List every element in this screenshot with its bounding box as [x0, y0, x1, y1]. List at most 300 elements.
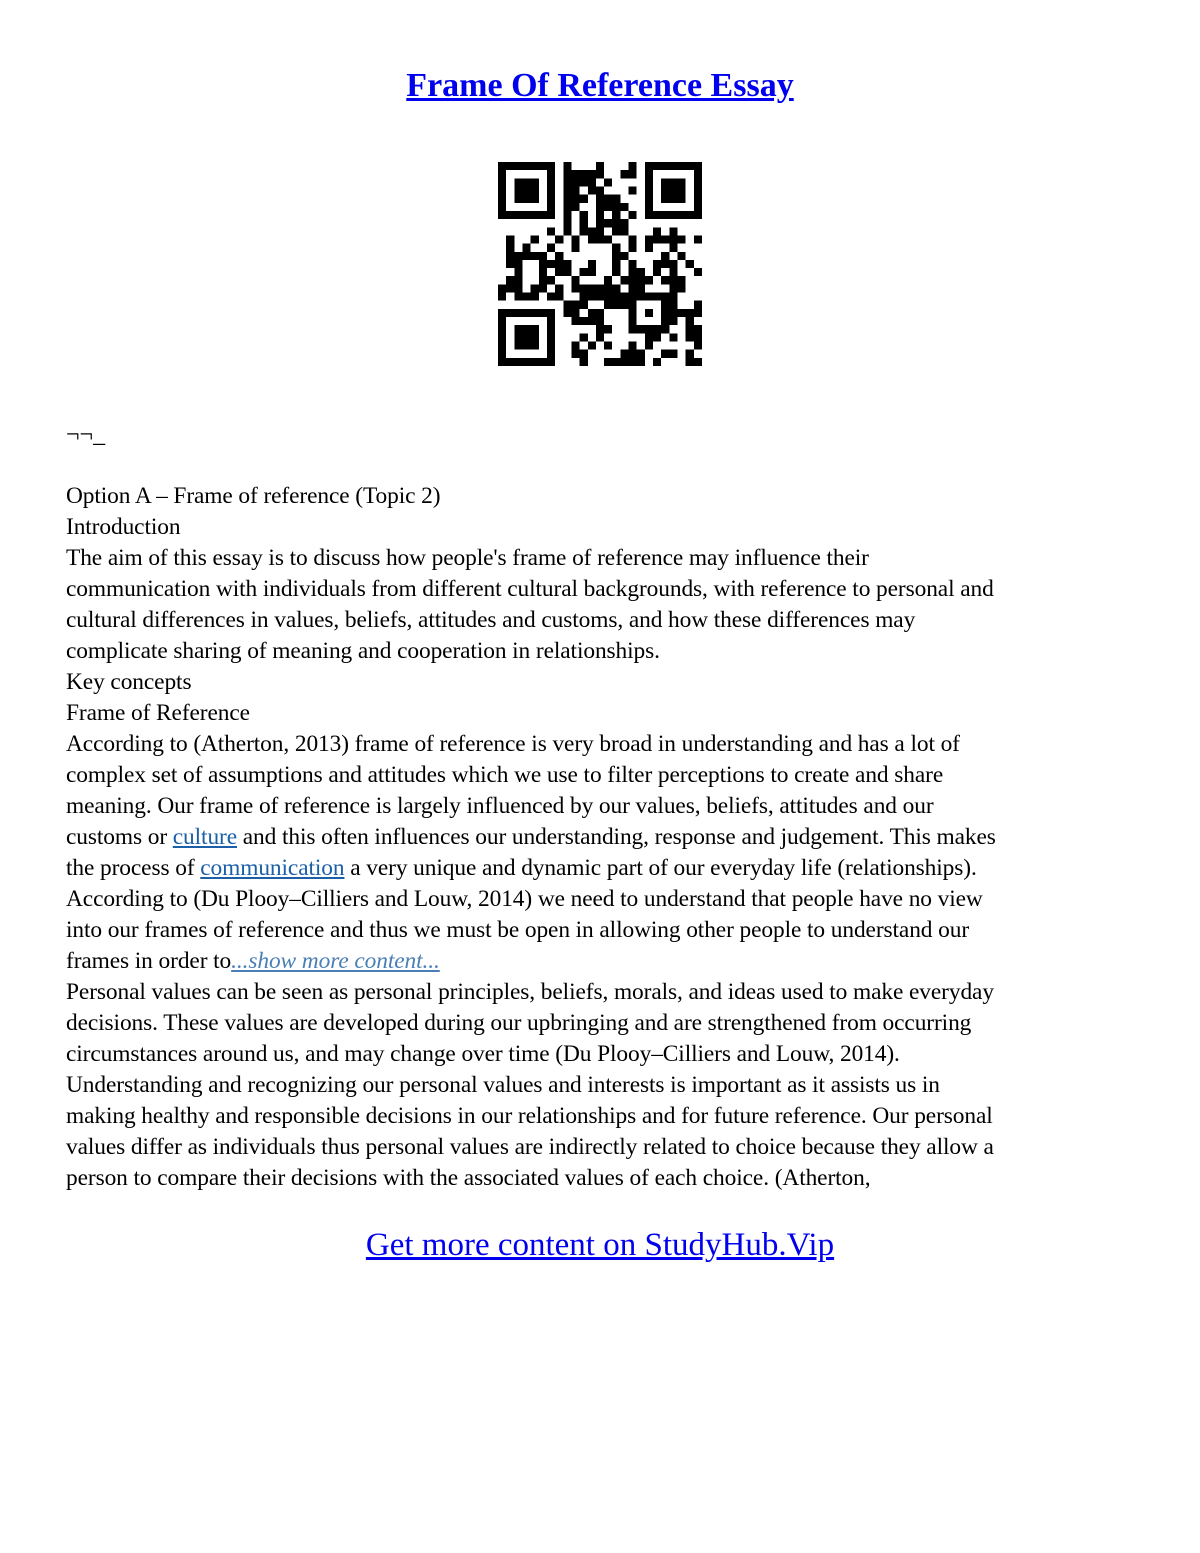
qr-module [604, 178, 612, 186]
body-line: meaning. Our frame of reference is largely influenced by our values, beliefs, attitudes and our [66, 793, 934, 819]
qr-module [547, 211, 555, 219]
qr-module [506, 284, 514, 292]
qr-module [547, 276, 555, 284]
qr-module [669, 178, 677, 186]
qr-module [686, 317, 694, 325]
qr-module [694, 358, 702, 366]
qr-module [596, 293, 604, 301]
qr-module [498, 309, 506, 317]
qr-module [522, 244, 530, 252]
qr-module [498, 293, 506, 301]
qr-module [531, 309, 539, 317]
qr-module [637, 350, 645, 358]
qr-module [531, 211, 539, 219]
qr-module [531, 284, 539, 292]
qr-module [629, 211, 637, 219]
qr-module [653, 260, 661, 268]
qr-module [645, 162, 653, 170]
qr-module [604, 293, 612, 301]
qr-module [514, 260, 522, 268]
qr-module [571, 178, 579, 186]
qr-module [653, 227, 661, 235]
qr-module [653, 325, 661, 333]
qr-module [645, 244, 653, 252]
qr-module [555, 284, 563, 292]
qr-module [539, 260, 547, 268]
qr-module [571, 235, 579, 243]
qr-module [547, 309, 555, 317]
qr-module [661, 186, 669, 194]
title-link[interactable]: Frame Of Reference Essay [406, 67, 794, 104]
qr-code-icon [498, 162, 702, 366]
qr-module [612, 252, 620, 260]
qr-module [686, 162, 694, 170]
qr-module [588, 284, 596, 292]
communication-link[interactable]: communication [200, 855, 345, 881]
qr-module [669, 293, 677, 301]
qr-module [596, 309, 604, 317]
qr-module [571, 342, 579, 350]
qr-module [686, 260, 694, 268]
qr-module [498, 325, 506, 333]
qr-module [531, 342, 539, 350]
qr-module [661, 317, 669, 325]
qr-module [620, 203, 628, 211]
qr-module [498, 284, 506, 292]
qr-module [522, 195, 530, 203]
qr-module [596, 162, 604, 170]
qr-module [555, 235, 563, 243]
qr-module [571, 301, 579, 309]
qr-module [539, 284, 547, 292]
qr-module [645, 309, 653, 317]
qr-module [637, 358, 645, 366]
qr-module [694, 301, 702, 309]
qr-module [547, 325, 555, 333]
qr-module [645, 293, 653, 301]
body-line: According to (Atherton, 2013) frame of reference is very broad in understanding and has a lot of [66, 731, 960, 757]
qr-module [514, 268, 522, 276]
qr-module [514, 252, 522, 260]
body-line: values differ as individuals thus personal values are indirectly related to choice because they allow a [66, 1134, 994, 1160]
qr-module [539, 162, 547, 170]
document-title [0, 62, 1200, 110]
body-text-segment: a very unique and dynamic part of our everyday life (relationships). [344, 855, 977, 881]
qr-module [596, 333, 604, 341]
qr-module [506, 309, 514, 317]
qr-module [686, 325, 694, 333]
body-line: The aim of this essay is to discuss how people's frame of reference may influence their [66, 545, 869, 571]
qr-module [629, 293, 637, 301]
culture-link[interactable]: culture [172, 824, 238, 850]
qr-module [629, 325, 637, 333]
body-line: complex set of assumptions and attitudes which we use to filter perceptions to create and share [66, 762, 944, 788]
qr-module [588, 170, 596, 178]
body-line: cultural differences in values, beliefs, attitudes and customs, and how these differences may [66, 607, 916, 633]
qr-module [694, 178, 702, 186]
qr-module [588, 186, 596, 194]
qr-module [563, 203, 571, 211]
body-line: Understanding and recognizing our personal values and interests is important as it assists us in [66, 1072, 940, 1098]
qr-module [669, 350, 677, 358]
qr-module [612, 203, 620, 211]
qr-module [661, 195, 669, 203]
qr-module [694, 203, 702, 211]
qr-module [522, 342, 530, 350]
qr-module [580, 293, 588, 301]
qr-module [498, 358, 506, 366]
qr-module [629, 301, 637, 309]
qr-module [596, 325, 604, 333]
qr-module [547, 293, 555, 301]
qr-module [514, 162, 522, 170]
qr-module [604, 235, 612, 243]
qr-module [669, 260, 677, 268]
qr-module [653, 162, 661, 170]
qr-module [580, 284, 588, 292]
heading-frame-of-reference: Frame of Reference [66, 700, 250, 726]
qr-module [580, 227, 588, 235]
qr-module [645, 333, 653, 341]
qr-module [629, 276, 637, 284]
qr-module [686, 333, 694, 341]
qr-module [571, 195, 579, 203]
qr-module [514, 325, 522, 333]
qr-module [514, 333, 522, 341]
body-line: communication with individuals from different cultural backgrounds, with reference to personal and [66, 576, 994, 602]
qr-module [514, 195, 522, 203]
body-text-segment: frames in order to [66, 948, 232, 974]
qr-module [694, 186, 702, 194]
qr-module [637, 293, 645, 301]
body-line: person to compare their decisions with the associated values of each choice. (Atherton, [66, 1165, 871, 1191]
qr-module [678, 276, 686, 284]
qr-module [694, 309, 702, 317]
qr-module [686, 211, 694, 219]
qr-module [571, 244, 579, 252]
qr-module [645, 325, 653, 333]
qr-module [694, 342, 702, 350]
qr-module [604, 195, 612, 203]
qr-module [678, 178, 686, 186]
qr-module [669, 186, 677, 194]
qr-module [571, 186, 579, 194]
qr-module [514, 358, 522, 366]
qr-module [580, 268, 588, 276]
qr-module [514, 186, 522, 194]
qr-module [629, 244, 637, 252]
qr-module [563, 162, 571, 170]
qr-module [514, 309, 522, 317]
qr-module [498, 162, 506, 170]
qr-module [547, 186, 555, 194]
qr-module [498, 317, 506, 325]
qr-module [588, 309, 596, 317]
qr-module [563, 195, 571, 203]
qr-module [678, 284, 686, 292]
qr-module [498, 186, 506, 194]
qr-module [686, 309, 694, 317]
qr-module [604, 219, 612, 227]
qr-module [506, 235, 514, 243]
body-line: into our frames of reference and thus we must be open in allowing other people to understand our [66, 917, 970, 943]
qr-module [571, 317, 579, 325]
qr-module [645, 195, 653, 203]
essay-body [66, 481, 1146, 1194]
body-line: complicate sharing of meaning and cooperation in relationships. [66, 638, 660, 664]
qr-module [580, 350, 588, 358]
qr-module [694, 211, 702, 219]
qr-module [531, 178, 539, 186]
body-text-segment: and this often influences our understanding, response and judgement. This makes [237, 824, 996, 850]
qr-module [678, 211, 686, 219]
footer [0, 1222, 1200, 1268]
qr-module [620, 293, 628, 301]
qr-module [588, 178, 596, 186]
qr-module [514, 342, 522, 350]
qr-module [612, 227, 620, 235]
qr-module [580, 211, 588, 219]
qr-module [645, 276, 653, 284]
qr-module [588, 293, 596, 301]
qr-module [612, 260, 620, 268]
qr-module [678, 309, 686, 317]
qr-module [596, 227, 604, 235]
qr-module [563, 301, 571, 309]
qr-module [531, 162, 539, 170]
qr-module [506, 276, 514, 284]
qr-module [514, 276, 522, 284]
qr-module [563, 227, 571, 235]
qr-module [555, 260, 563, 268]
qr-module [522, 333, 530, 341]
body-text-segment: the process of [66, 855, 201, 881]
qr-module [547, 244, 555, 252]
qr-module [653, 211, 661, 219]
qr-module [498, 178, 506, 186]
qr-module [580, 333, 588, 341]
qr-module [612, 244, 620, 252]
qr-module [694, 325, 702, 333]
qr-module [669, 276, 677, 284]
qr-module [694, 268, 702, 276]
qr-module [547, 333, 555, 341]
qr-module [629, 342, 637, 350]
qr-module [653, 293, 661, 301]
qr-module [661, 309, 669, 317]
qr-module [596, 186, 604, 194]
qr-module [580, 170, 588, 178]
qr-module [612, 358, 620, 366]
qr-module [522, 252, 530, 260]
qr-module [596, 211, 604, 219]
qr-module [694, 195, 702, 203]
qr-module [596, 203, 604, 211]
qr-module [604, 284, 612, 292]
body-text-segment: customs or [66, 824, 173, 850]
qr-module [547, 178, 555, 186]
qr-module [571, 170, 579, 178]
qr-module [498, 342, 506, 350]
qr-module [620, 350, 628, 358]
qr-module [539, 211, 547, 219]
qr-module [498, 333, 506, 341]
qr-module [539, 309, 547, 317]
qr-module [531, 358, 539, 366]
qr-module [661, 301, 669, 309]
qr-module [645, 235, 653, 243]
qr-module [678, 235, 686, 243]
qr-module [571, 350, 579, 358]
qr-module [506, 260, 514, 268]
qr-module [531, 293, 539, 301]
qr-module [612, 268, 620, 276]
qr-module [514, 178, 522, 186]
qr-module [580, 358, 588, 366]
qr-module [694, 235, 702, 243]
qr-module [531, 186, 539, 194]
qr-module [678, 162, 686, 170]
qr-module [661, 260, 669, 268]
qr-module [620, 170, 628, 178]
qr-module [588, 227, 596, 235]
qr-module [522, 325, 530, 333]
qr-module [539, 276, 547, 284]
qr-module [612, 195, 620, 203]
qr-module [514, 211, 522, 219]
qr-module [653, 268, 661, 276]
qr-module [604, 325, 612, 333]
qr-module [620, 358, 628, 366]
qr-module [563, 186, 571, 194]
qr-module [604, 342, 612, 350]
qr-module [522, 309, 530, 317]
qr-module [629, 170, 637, 178]
qr-module [661, 350, 669, 358]
qr-module [580, 178, 588, 186]
qr-module [637, 325, 645, 333]
qr-module [669, 301, 677, 309]
qr-module [620, 219, 628, 227]
qr-module [669, 227, 677, 235]
qr-module [661, 293, 669, 301]
qr-module [539, 358, 547, 366]
qr-module [669, 284, 677, 292]
qr-module [531, 235, 539, 243]
heading-introduction: Introduction [66, 514, 181, 540]
qr-module [678, 186, 686, 194]
qr-module [531, 325, 539, 333]
qr-module [514, 293, 522, 301]
qr-module [547, 358, 555, 366]
qr-module [645, 170, 653, 178]
qr-module [645, 211, 653, 219]
body-line: circumstances around us, and may change over time (Du Plooy–Cilliers and Louw, 2014). [66, 1041, 900, 1067]
show-more-content-link[interactable]: ...show more content... [231, 948, 440, 974]
qr-module [580, 219, 588, 227]
qr-module [629, 317, 637, 325]
qr-module [612, 219, 620, 227]
body-line: making healthy and responsible decisions in our relationships and for future reference. Our personal [66, 1103, 993, 1129]
qr-module [653, 333, 661, 341]
qr-module [522, 293, 530, 301]
qr-module [571, 309, 579, 317]
qr-module [531, 195, 539, 203]
qr-module [547, 195, 555, 203]
qr-module [669, 268, 677, 276]
qr-module [580, 301, 588, 309]
qr-module [588, 260, 596, 268]
qr-module [669, 333, 677, 341]
qr-module [669, 195, 677, 203]
qr-module [506, 244, 514, 252]
qr-module [669, 235, 677, 243]
qr-module [498, 211, 506, 219]
qr-module [571, 284, 579, 292]
qr-module [498, 195, 506, 203]
qr-module [547, 260, 555, 268]
qr-module [669, 162, 677, 170]
qr-module [669, 244, 677, 252]
qr-module [694, 162, 702, 170]
qr-module [531, 252, 539, 260]
qr-module [596, 235, 604, 243]
qr-module [547, 170, 555, 178]
qr-module [506, 211, 514, 219]
qr-module [539, 268, 547, 276]
qr-module [637, 268, 645, 276]
qr-module [531, 333, 539, 341]
qr-module [522, 211, 530, 219]
qr-module [645, 203, 653, 211]
qr-module [506, 252, 514, 260]
qr-module [612, 301, 620, 309]
qr-module [555, 252, 563, 260]
qr-module [563, 260, 571, 268]
qr-module [661, 211, 669, 219]
qr-module [645, 178, 653, 186]
qr-module [588, 235, 596, 243]
qr-module [612, 293, 620, 301]
body-line [66, 946, 1146, 977]
qr-module [645, 342, 653, 350]
body-line [66, 822, 1146, 853]
qr-module [547, 227, 555, 235]
qr-module [694, 170, 702, 178]
qr-module [653, 358, 661, 366]
qr-module [547, 162, 555, 170]
heading-key-concepts: Key concepts [66, 669, 192, 695]
qr-module [620, 276, 628, 284]
qr-module [604, 301, 612, 309]
qr-module [686, 350, 694, 358]
qr-module [506, 162, 514, 170]
qr-module [555, 293, 563, 301]
qr-module [629, 268, 637, 276]
qr-module [629, 358, 637, 366]
qr-module [522, 358, 530, 366]
qr-module [686, 358, 694, 366]
studyhub-link[interactable]: Get more content on StudyHub.Vip [365, 1227, 835, 1263]
qr-module [612, 284, 620, 292]
qr-module [629, 186, 637, 194]
qr-module [629, 284, 637, 292]
qr-module [547, 317, 555, 325]
qr-module [661, 162, 669, 170]
qr-module [580, 195, 588, 203]
qr-module [694, 333, 702, 341]
qr-module [580, 317, 588, 325]
